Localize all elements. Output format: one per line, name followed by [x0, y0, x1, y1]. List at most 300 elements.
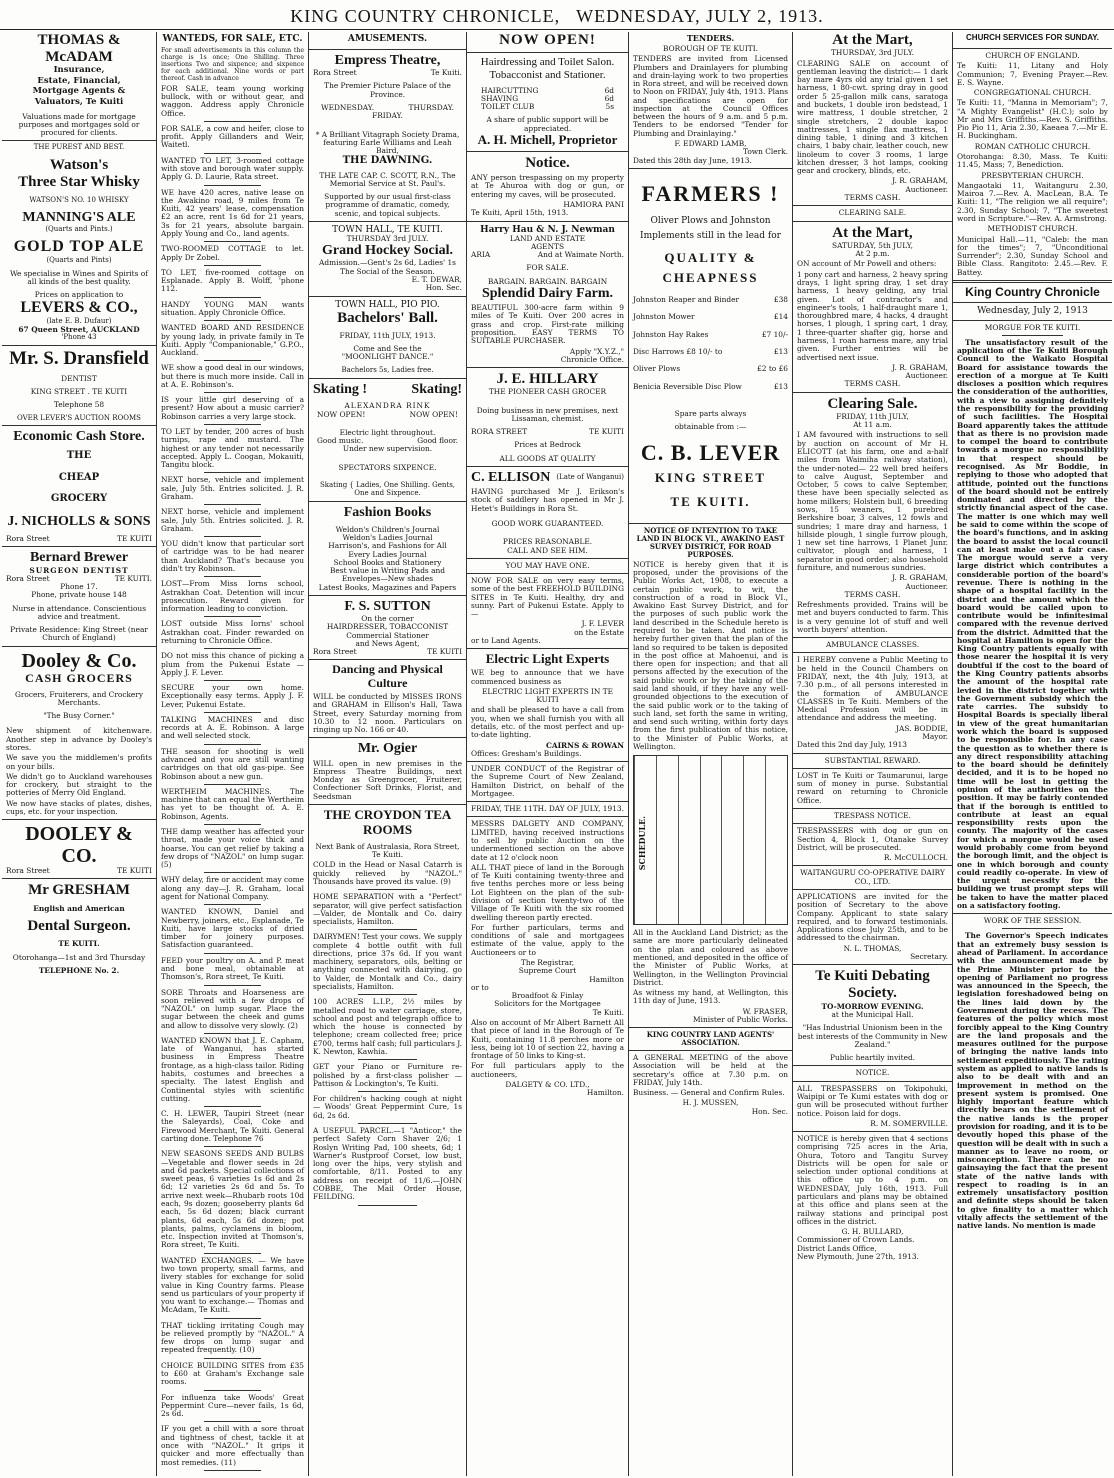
town-label: Te Kuiti. [430, 68, 462, 78]
wanteds-heading: WANTEDS, FOR SALE, ETC. [162, 34, 303, 44]
classified-ad: WE have 420 acres, native lease on the Awakino road, 9 miles from Te Kuiti, 42 years' lease, compensation £2 an acre, rent 1s 6d for 21 years, 3s for 21 years, absolute bargain. Apply Young and Co., land agents. [161, 187, 304, 238]
street-label: Rora Street [6, 573, 50, 583]
now-open: NOW OPEN! [409, 409, 458, 419]
classified-ad: WANTED KNOWN, Daniel and Newberry, joiners, etc., Esplanade, Te Kuiti, have large stocks of dried timber for joinery purposes. Satisfaction guaranteed. [161, 907, 304, 950]
electric-light: Electric light throughout. [339, 427, 436, 437]
levers-address: 67 Queen Street, AUCKLAND [18, 324, 140, 334]
ad-separator [204, 872, 261, 873]
tenders-body: TENDERS are invited from Licensed Plumbers and Drainlayers for plumbing and drain-laying work to two properties in Rora street, and will be received down to Noon on FRIDAY, July 4th, 1913. Plans and specifications are open for inspection at the Council Offices between the hours of 9 a.m. and 5 p.m. Tenders to be endorsed "Tender for Plumbing and Drainlaying." [633, 54, 788, 138]
hamilton2: Hamilton. [586, 1088, 624, 1098]
fashion-item: Weldon's Children's Journal [335, 524, 440, 534]
king-street: KING STREET [654, 469, 767, 485]
applications-body: APPLICATIONS are invited for the position of Secretary to the above Company. Applicant to state salary required, and to forward testimonials. Applications close July 25th, and to be addressed to the chairman. [797, 891, 948, 943]
price-value: 5s [605, 102, 614, 112]
under-conduct: UNDER CONDUCT of the Registrar of the Supreme Court of New Zealand, Hamilton District, on behalf of the Mortgagee. [471, 764, 624, 798]
classified-ad: WANTED BOARD AND RESIDENCE by young lady, in private family in Te Kuiti. Apply "Companionable," G.P.O., Auckland. [161, 323, 304, 358]
fashion-item: Weldon's Ladies Journal [342, 532, 433, 542]
rink-name: ALEXANDRA RINK [344, 401, 431, 411]
ad-separator [204, 712, 261, 713]
paper-date: Wednesday, July 2, 1913 [977, 306, 1088, 317]
classified-ad: THE season for shooting is well advanced and you are still wanting cartridges on that old gas-pipe. See Robinson about a new gun. [161, 746, 304, 781]
classified-ad: For children's hacking cough at night — Woods' Great Peppermint Cure, 1s 6d, 2s 6d. [313, 1094, 462, 1120]
church-heading: CHURCH SERVICES FOR SUNDAY. [966, 33, 1099, 42]
chronicle-office: Chronicle Office. [560, 354, 624, 364]
implement-price-row [633, 331, 788, 339]
implement-name: Johnston Hay Rakes [633, 329, 709, 339]
ad-separator [204, 1033, 261, 1034]
classified-ad: WE show a good deal in our windows, but there is much more inside. Call in at A. E. Robinson's. [161, 363, 304, 389]
church-england-body: Te Kuiti: 11, Litany and Holy Communion; 7, Evening Prayer.—Rev. E. S. Wayne. [957, 61, 1108, 87]
te-kuiti-label: TE KUITI. [670, 494, 751, 510]
hamiora-date: Te Kuiti, April 15th, 1913. [471, 208, 569, 218]
ad-separator [204, 680, 261, 681]
cairns: CAIRNS & ROWAN [545, 740, 624, 750]
schedule-column [678, 756, 700, 924]
oliver-johnston: Oliver Plows and Johnston [650, 216, 771, 227]
day-label: WEDNESDAY. [321, 103, 375, 113]
roman-body: Otorohanga: 8.30, Mass. Te Kuiti: 11.45, Mass; 7, Benediction. [957, 152, 1108, 170]
dalgety-body: MESSRS DALGETY AND COMPANY, LIMITED, having received instructions to sell by public Auction on the undermentioned section on the above date at 12 o'clock noon [471, 819, 624, 862]
otorohanga-text: Otorohanga—1st and 3rd Thursday [12, 952, 146, 962]
ad-separator [204, 392, 261, 393]
somerville: R. M. SOMERVILLE. [870, 1118, 948, 1128]
classified-ad: TO LET by tender, 200 acres of bush turnips, rape and mustard. The highest or any tender not necessarily accepted. Apply L. Coogan, Mokauiti, Tangitu block. [161, 427, 304, 470]
quality-title: QUALITY & [664, 250, 757, 266]
notice-body: NOTICE is hereby given that it is proposed, under the provisions of the Public Works Act, 1908, to execute a certain public work, to wit, the construction of a road in Block VI., Awakino East Survey District, and for the purposes of such public work the land described in the Schedule hereto is required to be taken. And notice is hereby further given that the plan of the land so required to be taken is deposited in the post office at Mahoenui, and is there open for inspection; and that all persons affected by the execution of the said public work or by the taking of the said land should, if they have any well-grounded objections to the execution of the said public work or to the taking of such land, set forth the same in writing, and send such writing, within forty days from the first publication of this notice, to the Minister of Public Works, at Wellington. [633, 559, 788, 751]
classified-ad: HOME SEPARATION with a "Perfect" separator, will give perfect satisfaction—Valder, de Montalk and Co. dairy specialists, Hamilton. [313, 892, 462, 927]
ad-separator [204, 1253, 261, 1254]
economic-cheap: CHEAP [58, 471, 100, 483]
agents: AGENTS [530, 241, 565, 251]
ad-separator [204, 576, 261, 577]
implement-name: Johnston Mower [633, 312, 695, 322]
surgeon-dentist: SURGEON DENTIST [29, 565, 129, 575]
dancing-body: WILL be conducted by MISSES IRONS and GRAHAM in Ellison's Hall, Tawa Street, every Saturday morning from 10.30 to 12 noon. Particulars on ringing up No. 166 or 40. [313, 692, 462, 735]
private-residence: Private Residence: King Street (near Church of England) [10, 625, 148, 643]
ad-separator [358, 1205, 418, 1206]
mannings-sub: (Quarts and Pints.) [45, 224, 113, 233]
town-hall: TOWN HALL, TE KUITI. [332, 225, 443, 236]
town-label: TE KUITI [427, 647, 462, 657]
farmers-title: FARMERS ! [641, 180, 780, 206]
firm-note: Valuations made for mortgage purposes and mortgages sold or procured for clients. [18, 111, 140, 138]
english-american: English and American [33, 903, 125, 913]
ad-separator [204, 297, 261, 298]
prices-reasonable: PRICES REASONABLE. [502, 537, 593, 547]
auctioneer: Auctioneer. [905, 184, 948, 194]
graham3: J. R. GRAHAM, [892, 573, 948, 583]
bargain: BARGAIN. BARGAIN. BARGAIN [487, 276, 608, 286]
registrar: The Registrar, [520, 957, 575, 967]
firm-line: Valuators, Te Kuiti [34, 96, 124, 107]
boddie: JAS. BODDIE, [896, 723, 948, 733]
supreme-court: Supreme Court [518, 966, 577, 976]
secretary: Secretary. [910, 951, 948, 961]
ad-separator [204, 1421, 261, 1422]
new-plymouth: New Plymouth, June 27th, 1913. [797, 1252, 919, 1261]
obtainable: obtainable from :— [674, 422, 747, 432]
day-label: FRIDAY. [372, 111, 403, 121]
ad-separator [204, 1470, 261, 1471]
piopio-hall: TOWN HALL, PIO PIO. [335, 299, 440, 310]
firm-line: Insurance, [53, 65, 105, 75]
terms-cash3: TERMS CASH. [844, 589, 901, 599]
fashion-item: Harrison's, and Fashions for All [328, 541, 447, 551]
cheapness-title: CHEAPNESS [662, 270, 759, 286]
good-floor: Good floor. [417, 436, 458, 446]
classified-ad: DO not miss this chance of picking a plum from the Pukenui Estate —Apply J. F. Lever. [161, 651, 304, 677]
newman-address [471, 251, 624, 259]
vitagraph-text: * A Brilliant Vitagraph Society Drama, featuring Earle Williams and Leah Baird, [315, 129, 460, 156]
ad-separator [204, 824, 261, 825]
dental-surgeon: Dental Surgeon. [27, 918, 131, 935]
come-see: Come and See the [353, 344, 422, 354]
supported-text: Supported by our usual first-class programme of dramatic, comedy, scenic, and topical subjects. [324, 192, 451, 218]
bachelors-title: Bachelors' Ball. [337, 309, 438, 326]
newman-title: Harry Hau & N. J. Newman [480, 224, 615, 235]
michell-name: A. H. Michell, Proprietor [477, 131, 618, 147]
skating-fees: Skating { Ladies, One Shilling. Gents, One and Sixpence. [319, 480, 456, 497]
ad-separator [204, 648, 261, 649]
presbyterian-body: Mangaotaki 11, Waitanguru 2.30, Mairoa 7.—Rev. A. MacLean, B.A. Te Kuiti: 11, "The religion we all require"; 2.30, Sunday School; 7, "The sweetest word in Scripture."—Rev. A. Armstrong. [957, 180, 1108, 224]
notice2-body: NOTICE is hereby given that 4 sections comprising 725 acres in the Aria, Ohura, Totoro and Tangitu Survey Districts will be open for sale or selection under optional conditions at this office up to 4 p.m. on WEDNESDAY, July 16th, 1913. Full particulars and plans may be obtained at this office and plans seen at the railway stations and principal post offices in the district. [797, 1134, 948, 1226]
ad-separator [358, 929, 418, 930]
classified-ad: SECURE your own home. Exceptionally easy terms. Apply J. F. Lever, Pukenui Estate. [161, 683, 304, 709]
now-open-title: NOW OPEN! [499, 32, 596, 48]
purest-label: THE PUREST AND BEST. [33, 143, 125, 152]
further-particulars: For further particulars, terms and conditions of sale and mortgagees estimate of the value, apply to the Auctioneers or to [471, 922, 624, 957]
sale-body: NOW FOR SALE on very easy terms, some of the best FREEHOLD BUILDING SITES in Te Kuiti. Healthy, dry and sunny. Part of Pukenui Estate. Apply to— [471, 576, 624, 619]
waimate-label: And at Waimate North. [537, 250, 624, 260]
schedule-column [765, 756, 787, 924]
dancing-title: Dancing and Physical Culture [332, 662, 443, 691]
thursday3: THURSDAY 3rd JULY. [346, 234, 429, 244]
ellison-note: (Late of Wanganui) [556, 473, 624, 482]
dooley2-address [6, 867, 152, 875]
supervision: Under new supervision. [342, 444, 433, 454]
fashion-list [313, 526, 462, 592]
reward-body: LOST in Te Kuiti or Taumarunui, large sum of money in purse. Substantial reward on returning to Chronicle Office. [797, 770, 948, 805]
fashion-item: Best value in Writing Pads and Envelopes—New shades [330, 566, 445, 584]
column-5 [628, 32, 792, 1476]
columns [2, 32, 1112, 1476]
trespassers2: ALL TRESPASSERS on Tokipohuki, Waipipi or Te Kumi estates with dog or gun will be prosecuted without further notice. Poison laid for dogs. [797, 1083, 948, 1118]
classified-ad: TALKING MACHINES and disc records at A. E. Robinson. A large and well selected stock. [161, 714, 304, 741]
skating-title [313, 382, 462, 398]
unionism: "Has Industrial Unionism been in the best interests of the Community in New Zealand." [797, 1023, 948, 1049]
dalgety-name: DALGETY & CO. LTD., [505, 1079, 590, 1089]
nicholls-title: J. NICHOLLS & SONS [7, 514, 151, 530]
graham2: J. R. GRAHAM, [892, 362, 948, 372]
implement-name: Oliver Plows [633, 364, 681, 374]
trespass-body: TRESPASSERS with dog or gun on Section 4, Block 1, Otanake Survey District, will be prosecuted. [797, 826, 948, 852]
classified-ads [161, 85, 304, 1471]
ad-separator [358, 1059, 418, 1060]
king-street-label: KING STREET . TE KUITI [30, 386, 128, 396]
sutton-line: HAIRDRESSER, TOBACCONIST [326, 622, 449, 632]
price-list [471, 87, 624, 112]
business-text: Business. — General and Confirm Rules. [633, 1088, 785, 1098]
bedrock: Prices at Bedrock [514, 440, 581, 450]
ellison-title-row [471, 470, 624, 486]
terms-cash: TERMS CASH. [844, 193, 901, 203]
electric-title: Electric Light Experts [485, 651, 610, 667]
mannings-title: MANNING'S ALE [22, 209, 136, 225]
phone17: Phone 17. [60, 582, 98, 592]
or-to: or to [471, 982, 489, 992]
ellison-name: C. ELLISON [471, 470, 551, 486]
lamb: F. EDWARD LAMB, [674, 139, 747, 149]
clearing-sale-label: CLEARING SALE. [838, 208, 907, 218]
hillary-address [471, 428, 624, 436]
graham: J. R. GRAHAM, [892, 176, 948, 186]
schedule-label: SCHEDULE. [637, 816, 647, 871]
classified-ad: WANTED TO LET, 3-roomed cottage with stove and borough water supply. Apply G. D. Laurie, Rata street. [161, 155, 304, 182]
mart2-title: At the Mart, [832, 224, 913, 241]
ad-separator [204, 121, 261, 122]
hamiora: HAMIORA PANI [563, 199, 624, 209]
schedule-column [721, 756, 743, 924]
town-label: TE KUITI [117, 534, 152, 544]
cash-grocers: CASH GROCERS [25, 670, 133, 685]
session-body: The Governor's Speech indicates that an extremely busy session is ahead of Parliament. In accordance with the announcement made by the Prime Minister prior to the opening of Parliament no progress was announced in the Speech, the legislation foreshadowed being on the lines laid down by the Government during the recess. The features of the policy which most forcibly appeal to the King Country are the land proposals and the measures outlined for the purpose of bringing the native lands into settlement expeditiously. The rating system as applied to native lands is also to be dealt with and an improvement in method on the present system is promised. One highly important feature which directly bears on the settlement of the native lands is the proper provision for roading, and it is to be devoutly hoped this phase of the question will be dealt with in such a manner as to leave no room, or misconception. There can be no gainsaying the fact that the present state of the native lands with respect to roading is in an extremely unsatisfactory position and definite steps should be taken to give finality to a matter which vitally affects the settlement of the native lands. No mention is made [957, 931, 1108, 1231]
good-work: GOOD WORK GUARANTEED. [491, 518, 604, 528]
schedule-column [700, 756, 722, 924]
implements-text: Implements still in the lead for [640, 231, 781, 242]
classified-ad: FEED your poultry on A. and P. meat and bone meal, obtainable at Thomson's, Rora street, Te Kuiti. [161, 955, 304, 982]
amusements-heading: AMUSEMENTS. [347, 34, 428, 44]
empress-address [313, 69, 462, 77]
refreshments: Refreshments provided. Trains will be met and buyers conducted to farm. This is a very genuine lot of stuff and well worth buyers' attention. [797, 600, 948, 634]
street-label: Rora Street [6, 866, 50, 876]
implement-price: £38 [773, 295, 788, 305]
roman-catholic: ROMAN CATHOLIC CHURCH. [974, 141, 1091, 151]
bachelors-fees: Bachelors 5s, Ladies free. [341, 365, 434, 374]
save-you: We save you the middlemen's profits on your bills. [6, 753, 152, 771]
classified-ad: WERTHEIM MACHINES. The machine that can equal the Wertheim has yet to be thought of. A. E. Robinson, Agents. [161, 786, 304, 821]
all-goods: ALL GOODS AT QUALITY [499, 453, 596, 463]
masthead [0, 4, 1114, 30]
at-11am: At 11 a.m. [853, 420, 892, 430]
column-3 [308, 32, 466, 1476]
skating-word: Skating ! [313, 381, 368, 397]
ad-thomas-mcadam-title: THOMAS & McADAM [37, 32, 121, 65]
church-england: CHURCH OF ENGLAND. [985, 50, 1080, 60]
friday-date: FRIDAY, 11th JULY, [836, 411, 909, 421]
fashion-item: Every Ladies Journal [348, 549, 427, 559]
dawning-title: THE DAWNING. [342, 155, 433, 167]
economic-the: THE [66, 450, 92, 462]
ad-separator [204, 472, 261, 473]
pioneer: THE PIONEER CASH GROCER [488, 387, 607, 397]
classified-ad: LOST—From Miss Iorns school, Astrakhan Coat. Detention will incur prosecution. Reward given for information leading to conviction. [161, 579, 304, 614]
implement-prices [633, 296, 788, 391]
may-have: YOU MAY HAVE ONE. [505, 560, 590, 570]
street-label: RORA STREET [471, 427, 528, 437]
town-clerk: Town Clerk. [743, 147, 788, 157]
implement-name: Johnston Reaper and Binder [633, 295, 740, 305]
mussen-sec: Hon. Sec. [751, 1106, 788, 1116]
ad-separator [204, 185, 261, 186]
classified-ad: HANDY YOUNG MAN wants situation. Apply Chronicle Office. [161, 299, 304, 317]
mart-date: THURSDAY, 3rd JULY. [830, 48, 915, 58]
also-text: Also on account of Mr Albert Barnett All that piece of land in the Borough of Te Kuiti, containing 11.8 perches more or less, being lot 10 of section 22, having a frontage of 50 links to King-st. [471, 1017, 624, 1061]
price-item: SHAVING [481, 93, 519, 103]
classified-ad: TO LET, five-roomed cottage on Esplanade. Apply B. Wolff, 'phone 112. [161, 267, 304, 294]
price-value: 6d [604, 93, 614, 103]
classified-ad: NEW SEASONS SEEDS AND BULBS—Vegetable and flower seeds in 2d and 6d packets. Special collections of sweet peas, 6 varieties 1s 6d and 2s 6d; 12 varieties 2s 6d and 5s. To arrive next week—Rhubarb roots 10d each, 9s dozen; gooseberry plants 6d each, 5s 6d dozen; black currant plants, 6d each, 5s 6d dozen; pot plants, palms, cyclamens in bloom, etc. Inspection invited at Thomson's, Rora street, Te Kuiti. [161, 1149, 304, 1250]
brewer-title: Bernard Brewer [29, 550, 129, 566]
municipal: at the Municipal Hall. [831, 1009, 914, 1019]
masthead-date: WEDNESDAY, JULY 2, 1913. [576, 6, 824, 27]
street-label: Rora Street [6, 534, 50, 544]
friday-11th: FRIDAY, THE 11TH. DAY OF JULY, 1913. [471, 804, 624, 814]
ad-separator [204, 536, 261, 537]
firm-line: Mortgage Agents & [32, 86, 126, 97]
ad-separator [204, 153, 261, 154]
saturday-date: SATURDAY, 5th JULY, [832, 240, 913, 250]
goldtop-title: GOLD TOP ALE [13, 238, 145, 256]
notice-body: ANY person trespassing on my property at Te Ahuroa with dog or gun, or entering my caves, will be prosecuted. [471, 173, 624, 199]
tenders-heading: TENDERS. [686, 33, 735, 43]
classified-ad: FOR SALE, a cow and heifer, close to profit. Apply Gillanders and Weir, Waitetl. [161, 123, 304, 150]
dooley-title: Dooley & Co. [21, 649, 137, 672]
minister: Minister of Public Works. [693, 1015, 788, 1025]
telephone-label: Telephone 58 [53, 400, 105, 410]
hockey-title: Grand Hockey Social. [321, 243, 454, 259]
classified-ad: THE damp weather has affected your throat, made your voice thick and hoarse. You can get relief by taking a few drops of "NAZOL" on lump sugar. (5) [161, 827, 304, 870]
levers-title: LEVERS & CO., [20, 299, 138, 317]
share-text: A share of public support will be appreciated. [486, 115, 609, 133]
implement-price-row [633, 348, 788, 356]
classified-ad: THAT tickling irritating Cough may be relieved promptly by "NAZOL." A few drops on lump sugar and repeated frequently. (10) [161, 1320, 304, 1355]
fraser: W. FRASER, [742, 1006, 788, 1016]
levers-phone: 'Phone 43 [61, 332, 97, 341]
call-see: CALL AND SEE HIM. [507, 545, 588, 555]
classified-ad: IS your little girl deserving of a present? How about a music carrier? Robinson carries a very large stock. [161, 395, 304, 421]
economic-title: Economic Cash Store. [13, 429, 145, 445]
ad-separator [204, 320, 261, 321]
spectators: SPECTATORS SIXPENCE. [338, 462, 437, 472]
implement-price: £14 [773, 312, 788, 322]
ad-separator [204, 744, 261, 745]
three-star-title: Three Star Whisky [18, 174, 140, 191]
ad-separator [358, 1091, 418, 1092]
moonlight: "MOONLIGHT DANCE." [341, 352, 434, 362]
classified-ad: NEXT horse, vehicle and implement sale, July 5th. Entries solicited. J. R. Graham. [161, 507, 304, 533]
street-label: Rora Street [313, 68, 357, 78]
clearing-sale-title: Clearing Sale. [827, 395, 918, 412]
lever-title: C. B. LEVER [640, 440, 781, 466]
hon-sec: Hon. Sec. [425, 283, 462, 293]
implement-price: £13 [773, 381, 788, 391]
good-music: Good music. [317, 436, 364, 446]
implement-price: £7 10/- [761, 329, 788, 339]
classified-ad: CHOICE BUILDING SITES from £35 to £60 at Graham's Exchange sale rooms. [161, 1360, 304, 1387]
methodist-body: Municipal Hall.—11, "Caleb: the man for the times"; 7, "Unconditional Surrender"; 2.30, Sunday School and Bible Class. Rangitoto: 2.45.—Rev. F. Battey. [957, 234, 1108, 277]
all-that: ALL THAT piece of land in the Borough of Te Kuiti containing twenty-three and five tenths perches more or less being Lot Eighteen on the plan of the sub-division of section twenty-two of the Village of Te Kuiti with the six roomed dwelling thereon partly erected. [471, 862, 624, 922]
morgue-body: The unsatisfactory result of the application of the Te Kuiti Borough Council to the Waikato Hospital Board for assistance towards the erection of a morgue at Te Kuiti discloses a position which requires the consideration of the authorities, with a view to assigning definitely the responsibility for the providing of such facilities. The Hospital Board apparently takes the attitude that as there is no provision made to compel the board to contribute towards a morgue no responsibility in that respect should be recognised. As Mr Boddie, in replying to those who adopted that attitude, pointed out the functions of the board should not be entirely dominated and directed by the strictly financial aspect of the case. The matter is one which may well be said to come within the scope of the board's functions, and in asking the board to assist the local council can at least make out a fair case. The morgue would serve a very large district which contributes a considerable portion of the board's revenue. There is nothing in the shape of a hospital facility in the district and the amount which the board would be called upon to contribute would be infinitesimal compared with the revenue derived from the district. Admitted that the hospital at Hamilton is open for the King Country patients equally with those nearer the hospital it is very doubtful if the cost to the board of the King Country patients absorbs the amount of the hospital rate levied in the district together with the Government subsidy which the rate carries. The subsidy to Hospital Boards is specially liberal in view of the great humanitarian work which the board is supposed to be responsible for. In any case the question as to whether there is any direct responsibility attaching to the board should be definitely decided, and it is to be hoped no time will be lost in getting the opinion of the authorities on the position. It may be fairly contended that if the borough is entitled to contribute at least an equal responsibility rests upon the county. The majority of the cases for which a morgue would be used would probably come from beyond the borough limit, and the object is one in which borough and county could readily co-operate. In view of the urgent necessity for the building we trust prompt steps will be taken to have the matter placed on a satisfactory footing. [957, 337, 1108, 910]
morgue-heading: MORGUE FOR TE KUITI. [984, 322, 1081, 332]
mart-title: At the Mart, [832, 32, 913, 48]
town-label: TE KUITI [117, 866, 152, 876]
dransfield-title: Mr. S. Dransfield [9, 347, 149, 369]
splendid-title: Splendid Dairy Farm. [481, 286, 614, 302]
or-land: or to Land Agents. [471, 636, 541, 646]
ad-separator [204, 985, 261, 986]
classified-ad: A USEFUL PARCEL.—1 "Anticor," the perfect Safety Corn Shaver 2/6; 1 Roslyn Writing Pad, 100 sheets, 6d; 1 Warner's Rustproof Corset, low bust, long over the hips, very stylish and comfortable, 8/11. Posted to any address on receipt of 11/6.—JOHN COBBE, The Mail Order House, FEILDING. [313, 1125, 462, 1202]
hillary-title: J. E. HILLARY [496, 371, 599, 388]
ad-separator [204, 1146, 261, 1147]
classified-ad: 100 ACRES L.I.P., 2½ miles by metalled road to water carriage, store, school and post and telegraph office to which the house is connected by telephone; cream collected free; price £700, terms half cash; full particulars J. K. Newton, Kawhia. [313, 997, 462, 1057]
didnt-go: We didn't go to Auckland warehouses for crockery, but straight to the potteries of Merry Old England. [6, 771, 152, 798]
nurse-text: Nurse in attendance. Conscientious advice and treatment. [12, 603, 146, 621]
gresham-tekuiti: TE KUITI. [58, 939, 100, 949]
general-meeting: A GENERAL MEETING of the above Association will be held at the secretary's office at 7.30 p.m. on FRIDAY, July 14th. [633, 1052, 788, 1087]
over-levers: OVER LEVER'S AUCTION ROOMS [17, 413, 141, 422]
aria-label: ARIA [471, 250, 491, 260]
friday11: FRIDAY, 11th JULY, 1913. [339, 330, 436, 340]
new-shipment: New shipment of kitchenware. Another step in advance by Dooley's stores. [6, 726, 152, 752]
fashion-title: Fashion Books [343, 504, 432, 520]
masthead-title: KING COUNTRY CHRONICLE, [290, 6, 561, 27]
ad-separator [358, 994, 418, 995]
croydon-sub: Next Bank of Australasia, Rora Street, Te Kuiti. [315, 841, 460, 860]
presbyterian: PRESBYTERIAN CHURCH. [981, 170, 1084, 180]
hamilton: Hamilton [589, 974, 624, 984]
for-sale: FOR SALE. [526, 263, 569, 273]
price-value: 6d [604, 85, 614, 95]
session-heading: WORK OF THE SESSION. [983, 916, 1082, 926]
column-1 [2, 32, 156, 1476]
notice-heading: NOTICE OF INTENTION TO TAKE LAND IN BLOCK VI., AWAKINO EAST SURVEY DISTRICT, FOR ROAD PURPOSES. [636, 526, 785, 559]
ad-thomas-mcadam-lines [6, 65, 152, 108]
ad-separator [204, 424, 261, 425]
watsons-title: Watson's [49, 157, 109, 174]
implement-price-row [633, 296, 788, 304]
witness-text: As witness my hand, at Wellington, this 11th day of June, 1913. [633, 988, 788, 1006]
mayor: Mayor. [922, 732, 948, 741]
ambulance-body: I HEREBY convene a Public Meeting to be held in the Council Chambers on FRIDAY, next, the 4th July, 1913, at 7.30 p.m., of all persons interested in the formation of AMBULANCE CLASSES in Te Kuiti. Members of the Medical Profession will be in attendance and address the meeting. [797, 655, 948, 723]
classified-ad: IF you get a chill with a sore throat and tightness of chest, tackle it at once with "NAZOL." It grips it quicker and more effectually than most remedies. (11) [161, 1424, 304, 1467]
ad-separator [204, 953, 261, 954]
ad-separator [358, 889, 418, 890]
classified-ad: WANTED EXCHANGES. — We have two town property, small farms, and livery stables for exchange for solid value in King Country farms. Please send us particulars of your property if you want to exchange.— Thomas and McAdam, Te Kuiti. [161, 1255, 305, 1315]
classified-ad: LOST outside Miss Iorns' school Astrakhan coat. Finder rewarded on returning to Chronicle Office. [161, 619, 304, 645]
price-item: TOILET CLUB [481, 102, 535, 112]
dairy-body: BEAUTIFUL 300-acre farm within 9 miles of Te Kuiti. Over 200 acres in grass and crop. First-rate milking proposition. EASY TERMS TO SUITABLE PURCHASER. [471, 303, 624, 346]
implement-name: Disc Harrows £8 10/- to [633, 346, 723, 356]
te-kuiti-dot: Te Kuiti. [592, 1007, 624, 1017]
implement-price: £13 [773, 346, 788, 356]
auctioneer2: Auctioneer. [905, 371, 948, 381]
column-7 [952, 32, 1112, 1476]
firm-line: Estate, Financial, [37, 75, 121, 86]
paper-title: King Country Chronicle [965, 284, 1100, 299]
on-estate: on the Estate [574, 627, 624, 637]
economic-grocery: GROCERY [50, 492, 108, 504]
private-house-phone: Phone, private house 148 [31, 590, 127, 600]
now-have: We now have stacks of plates, dishes, cups, etc. for your inspection. [6, 798, 152, 816]
elicott-text: I AM favoured with instructions to sell by auction on account of Mr H. ELICOTT (at his farm, one and a-half miles from Waimiha railway station), the under-noted— 22 well bred heifers to calve August, September and October, 5 cows to calve September, these have been specially selected as home milkers; Holstein bull, 6 breeding sows, 15 weaners, 1 purebred Berkshire boar, 3 calves, 12 fowls and sundries; 1 mare dray and harness, 1 hillside plough, 1 single furrow plough, 1 new set tine harrows, 1 Planet Junr. cultivator, plough and harness, 1 separator in good order; also household furniture, and numerous sundries. [797, 430, 948, 572]
hairdressing: Hairdressing and Toilet Salon. [480, 56, 615, 69]
tobacconist: Tobacconist and Stationer. [489, 68, 606, 81]
notice-title: Notice. [525, 154, 570, 171]
ogier-body: WILL open in new premises in the Empress Theatre Buildings, next Monday as Greengrocer, Fruiterer, Confectioner Soft Drinks, Florist, and Seedsman [313, 758, 462, 801]
wanteds-intro: For small advertisements in this column the charge is 1s once; One Shilling. Three insertions Two and sixpence; and sixpence for each additional. Nine words or part thereof. Cash in advance [161, 47, 304, 82]
classified-ad: YOU didn't know that particular sort of cartridge was to be had nearer than Auckland? That's because you didn't try Robinson. [161, 539, 304, 573]
dooley2-title: DOOLEY & CO. [25, 823, 133, 868]
